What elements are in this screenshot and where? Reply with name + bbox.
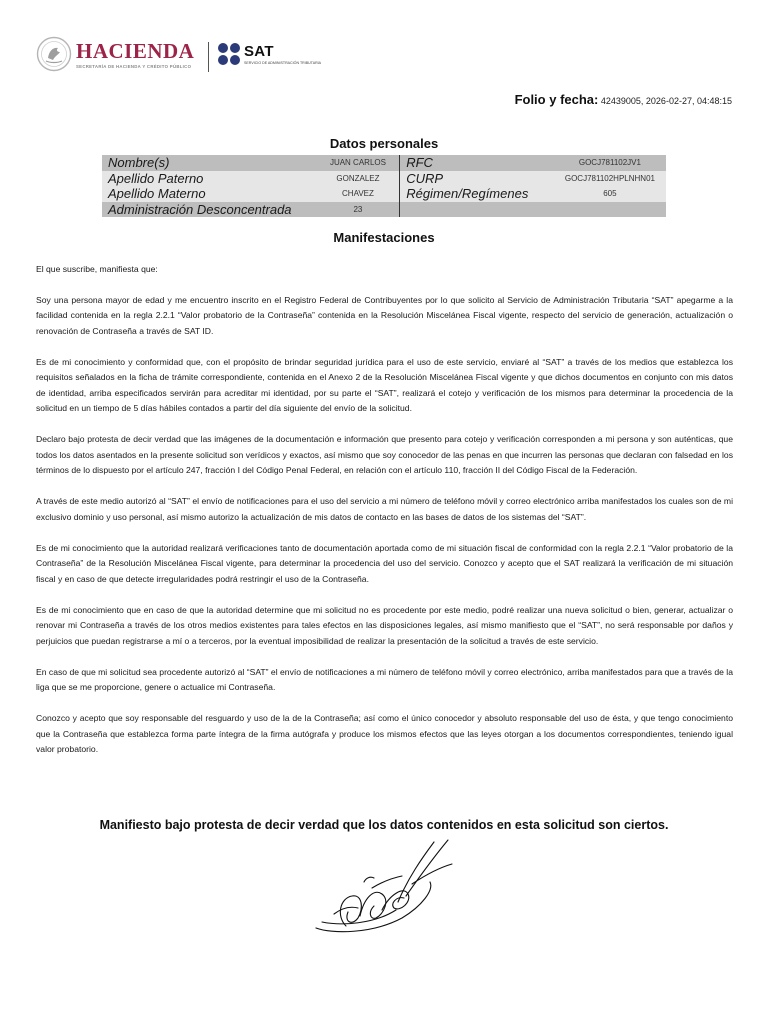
label-administracion: Administración Desconcentrada	[102, 202, 317, 218]
folio-value: 42439005, 2026-02-27, 04:48:15	[600, 96, 732, 106]
paragraph: Es de mi conocimiento que la autoridad realizará verificaciones tanto de documentación aportada como de mi situación fiscal de conformidad con la regla 2.2.1 “Valor probatorio de la Contraseña” de la Resolución Miscelánea Fiscal vigente, para determinar la procedencia del uso del servicio. Conozco y acepto que el SAT realizará la verificación de mi situación fiscal y en caso de que detecte irregularidades podrá restringir el uso de la Contraseña.	[36, 542, 733, 584]
personal-data-table	[102, 155, 666, 217]
label-apellido-materno: Apellido Materno	[102, 186, 317, 202]
table-row	[102, 155, 666, 171]
sat-dots-icon	[217, 42, 241, 66]
value-regimen: 605	[554, 186, 666, 202]
empty-value	[554, 202, 666, 218]
table-row	[102, 171, 666, 187]
paragraph: Es de mi conocimiento y conformidad que, con el propósito de brindar seguridad jurídica para el uso de este servicio, enviaré al “SAT” a través de los medios que establezca los requisitos señalados en la ficha de trámite correspondiente, contenida en el Anexo 2 de la Resolución Miscelánea Fiscal vigente y que dichos documentos en conjunto con mis datos de identidad, arriba especificados servirán para acreditar mi identidad, por su parte el “SAT”, realizará el cotejo y verificación de los mismos para determinar la procedencia de la solicitud en un tiempo de 5 días hábiles contados a partir del día siguiente del envío de la solicitud.	[36, 356, 733, 413]
paragraph: El que suscribe, manifiesta que:	[36, 264, 158, 274]
value-administracion: 23	[317, 202, 400, 218]
table-row	[102, 186, 666, 202]
folio-label: Folio y fecha:	[514, 92, 599, 107]
national-seal-icon	[36, 36, 72, 72]
empty-label	[400, 202, 554, 218]
paragraph: En caso de que mi solicitud sea procedente autorizó al “SAT” el envío de notificaciones a mi número de teléfono móvil y correo electrónico, arriba manifestados para que a través de la liga que se me proporcione, genere o actualice mi Contraseña.	[36, 666, 733, 692]
document-header	[36, 36, 356, 76]
paragraph: Conozco y acepto que soy responsable del resguardo y uso de la de la Contraseña; así como el único conocedor y absoluto responsable del uso de ésta, y que tengo conocimiento que la Contraseña que establezca forma parte íntegra de la firma autógrafa y produce los mismos efectos que las leyes otorgan a los documentos correspondientes, teniendo igual valor probatorio.	[36, 713, 733, 754]
label-curp: CURP	[400, 171, 554, 187]
manifestaciones-title: Manifestaciones	[333, 230, 435, 245]
paragraph: A través de este medio autorizó al “SAT” el envío de notificaciones para el uso del servicio a mi número de teléfono móvil y correo electrónico arriba manifestados los cuales son de mi exclusivo dominio y uso personal, así mismo autorizo la actualización de mis datos de contacto en las bases de datos de los sistemas del “SAT”.	[36, 496, 733, 522]
value-curp: GOCJ781102HPLNHN01	[554, 171, 666, 187]
hacienda-subtitle: SECRETARÍA DE HACIENDA Y CRÉDITO PÚBLICO	[76, 63, 192, 69]
value-apellido-materno: CHAVEZ	[317, 186, 400, 202]
manifestaciones-body	[36, 262, 733, 773]
paragraph: Declaro bajo protesta de decir verdad que las imágenes de la documentación e información que presento para cotejo y verificación corresponden a mi persona y son auténticas, que todos los datos asentados en la presente solicitud son verídicos y exactos, así mismo que soy conocedor de las penas en que incurren las personas que declaran con falsedad en los términos de lo dispuesto por el artículo 247, fracción I del Código Penal Federal, en relación con el artículo 110, fracción II del Código Fiscal de la Federación.	[36, 434, 733, 475]
paragraph: Soy una persona mayor de edad y me encuentro inscrito en el Registro Federal de Contribuyentes por lo que solicito al Servicio de Administración Tributaria “SAT” apegarme a la facilidad contenida en la regla 2.2.1 “Valor probatorio de la Contraseña” contenida en la Resolución Miscelánea Fiscal vigente, respecto del servicio de generación, actualización o renovación de Contraseña a través de SAT ID.	[36, 294, 733, 336]
folio-line	[515, 92, 732, 107]
hacienda-name: HACIENDA	[76, 38, 195, 63]
signature-icon	[312, 838, 462, 940]
value-apellido-paterno: GONZALEZ	[317, 171, 400, 187]
label-regimen: Régimen/Regímenes	[400, 186, 554, 202]
value-nombre: JUAN CARLOS	[317, 155, 400, 171]
label-rfc: RFC	[400, 155, 554, 171]
hacienda-logo	[36, 36, 194, 72]
closing-statement: Manifiesto bajo protesta de decir verdad que los datos contenidos en esta solicitud son ciertos.	[99, 818, 669, 832]
sat-name: SAT	[244, 42, 274, 60]
personal-data-title: Datos personales	[329, 136, 439, 151]
value-rfc: GOCJ781102JV1	[554, 155, 666, 171]
sat-subtitle: SERVICIO DE ADMINISTRACIÓN TRIBUTARIA	[244, 60, 322, 65]
logo-divider	[208, 42, 209, 72]
table-row	[102, 202, 666, 218]
sat-logo	[217, 42, 321, 66]
label-apellido-paterno: Apellido Paterno	[102, 171, 317, 187]
label-nombre: Nombre(s)	[102, 155, 317, 171]
paragraph: Es de mi conocimiento que en caso de que la autoridad determine que mi solicitud no es procedente por este medio, podré realizar una nueva solicitud o bien, generar, actualizar o renovar mi Contraseña a través de los otros medios existentes para tales efectos en las disposiciones legales, así mismo manifiesto que el “SAT”, no será responsable por daños y perjuicios que puedan registrarse a mí o a terceros, por la eventual imposibilidad de realizar la presentación de la solicitud a través de este servicio.	[36, 604, 733, 646]
